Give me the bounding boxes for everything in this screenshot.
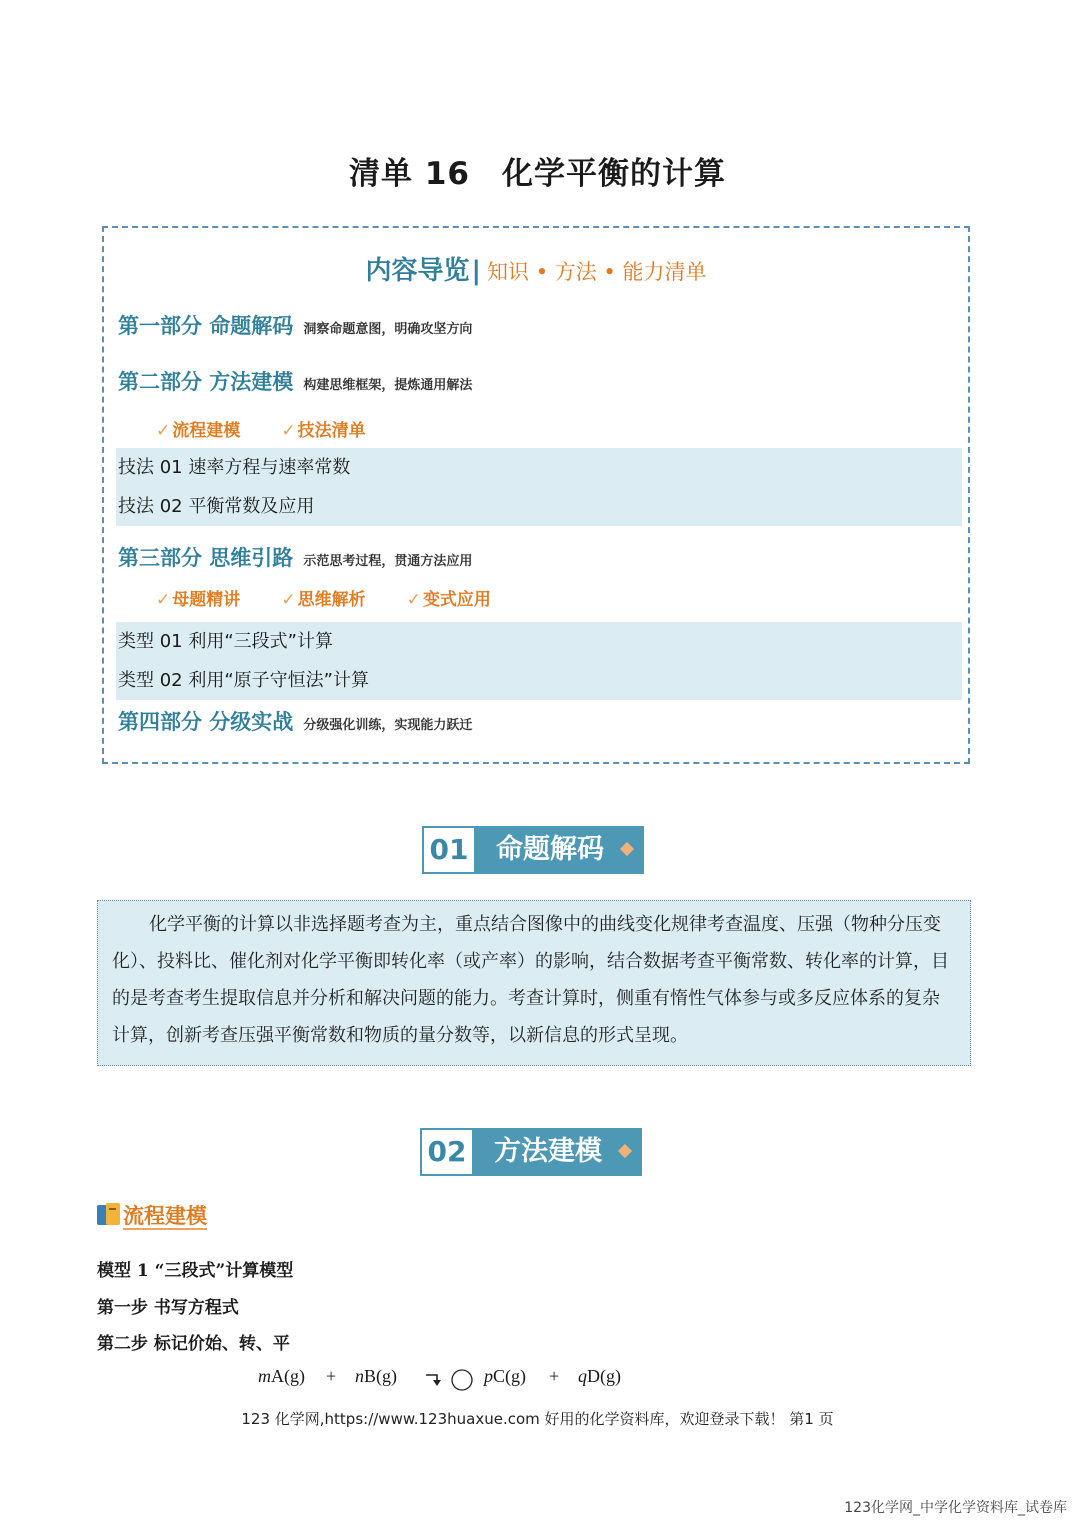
check-icon: ✓	[281, 421, 296, 441]
plus-sign: +	[549, 1366, 560, 1386]
part-2-description: 构建思维框架，提炼通用解法	[303, 378, 473, 393]
plus-sign: +	[326, 1366, 337, 1386]
part-2-checklist	[156, 416, 402, 441]
page-footer: 123 化学网,https://www.123huaxue.com 好用的化学资料库，欢迎登录下载！ 第1 页	[241, 1410, 834, 1428]
part-4-line	[118, 706, 472, 736]
model-title: 模型 1 “三段式”计算模型	[97, 1261, 294, 1281]
clipboard-icon	[97, 1203, 121, 1227]
part-1-title: 第一部分 命题解码	[118, 314, 294, 338]
proposition-intro-box	[97, 900, 971, 1066]
contents-heading-separator: |	[471, 256, 482, 286]
part-1-description: 洞察命题意图，明确攻坚方向	[303, 322, 473, 337]
check-item-flow-modeling: ✓ 流程建模	[156, 421, 241, 441]
type-item-02: 类型 02 利用“原子守恒法”计算	[118, 670, 369, 691]
check-item-technique-list: ✓ 技法清单	[281, 421, 366, 441]
technique-item-01: 技法 01 速率方程与速率常数	[118, 457, 351, 478]
reaction-equation	[0, 1366, 1075, 1392]
watermark-text: 123化学网_中学化学资料库_试卷库	[844, 1500, 1067, 1516]
part-3-description: 示范思考过程，贯通方法应用	[303, 554, 473, 569]
part-3-title: 第三部分 思维引路	[118, 546, 294, 570]
document-title: 清单 16 化学平衡的计算	[349, 156, 726, 192]
contents-heading	[104, 250, 968, 287]
check-icon: ✓	[156, 421, 171, 441]
section-banner-01	[422, 826, 656, 874]
check-icon: ✓	[156, 590, 171, 610]
part-3-items-band	[116, 622, 962, 700]
section-label: 命题解码	[476, 826, 644, 874]
check-item-thinking-analysis: ✓ 思维解析	[281, 590, 366, 610]
part-3-line	[118, 542, 472, 572]
part-1-line	[118, 310, 472, 340]
section-number: 01	[422, 826, 476, 874]
product-c: pC(g)	[484, 1366, 526, 1386]
step-2: 第二步 标记价始、转、平	[97, 1334, 290, 1354]
part-2-line	[118, 366, 472, 396]
part-4-title: 第四部分 分级实战	[118, 710, 294, 734]
contents-overview-box	[102, 226, 970, 764]
part-4-description: 分级强化训练，实现能力跃迁	[303, 718, 473, 733]
check-item-model-problem: ✓ 母题精讲	[156, 590, 241, 610]
product-d: qD(g)	[578, 1366, 621, 1386]
section-label: 方法建模	[474, 1128, 642, 1176]
diamond-icon	[618, 1144, 632, 1158]
check-item-variant-application: ✓ 变式应用	[406, 590, 491, 610]
part-3-checklist	[156, 585, 527, 610]
proposition-intro-text: 化学平衡的计算以非选择题考查为主，重点结合图像中的曲线变化规律考查温度、压强（物种分压变化）、投料比、催化剂对化学平衡即转化率（或产率）的影响，结合数据考查平衡常数、转化率的计算，目的是考查考生提取信息并分析和解决问题的能力。考查计算时，侧重有惰性气体参与或多反应体系的复杂计算，创新考查压强平衡常数和物质的量分数等，以新信息的形式呈现。	[112, 914, 949, 1046]
step-1: 第一步 书写方程式	[97, 1298, 239, 1318]
diamond-icon	[620, 842, 634, 856]
part-2-items-band	[116, 448, 962, 526]
check-icon: ✓	[406, 590, 421, 610]
technique-item-02: 技法 02 平衡常数及应用	[118, 496, 315, 517]
reactant-b: nB(g)	[355, 1366, 397, 1386]
reactant-a: mA(g)	[258, 1366, 305, 1386]
contents-heading-main: 内容导览	[365, 256, 470, 286]
section-number: 02	[420, 1128, 474, 1176]
equilibrium-arrow-icon	[424, 1368, 476, 1397]
flow-modeling-label: 流程建模	[123, 1204, 207, 1228]
check-icon: ✓	[281, 590, 296, 610]
type-item-01: 类型 01 利用“三段式”计算	[118, 631, 333, 652]
flow-modeling-heading	[97, 1200, 207, 1230]
part-2-title: 第二部分 方法建模	[118, 370, 294, 394]
section-banner-02	[420, 1128, 652, 1176]
contents-heading-subtitle: 知识 • 方法 • 能力清单	[487, 260, 707, 284]
